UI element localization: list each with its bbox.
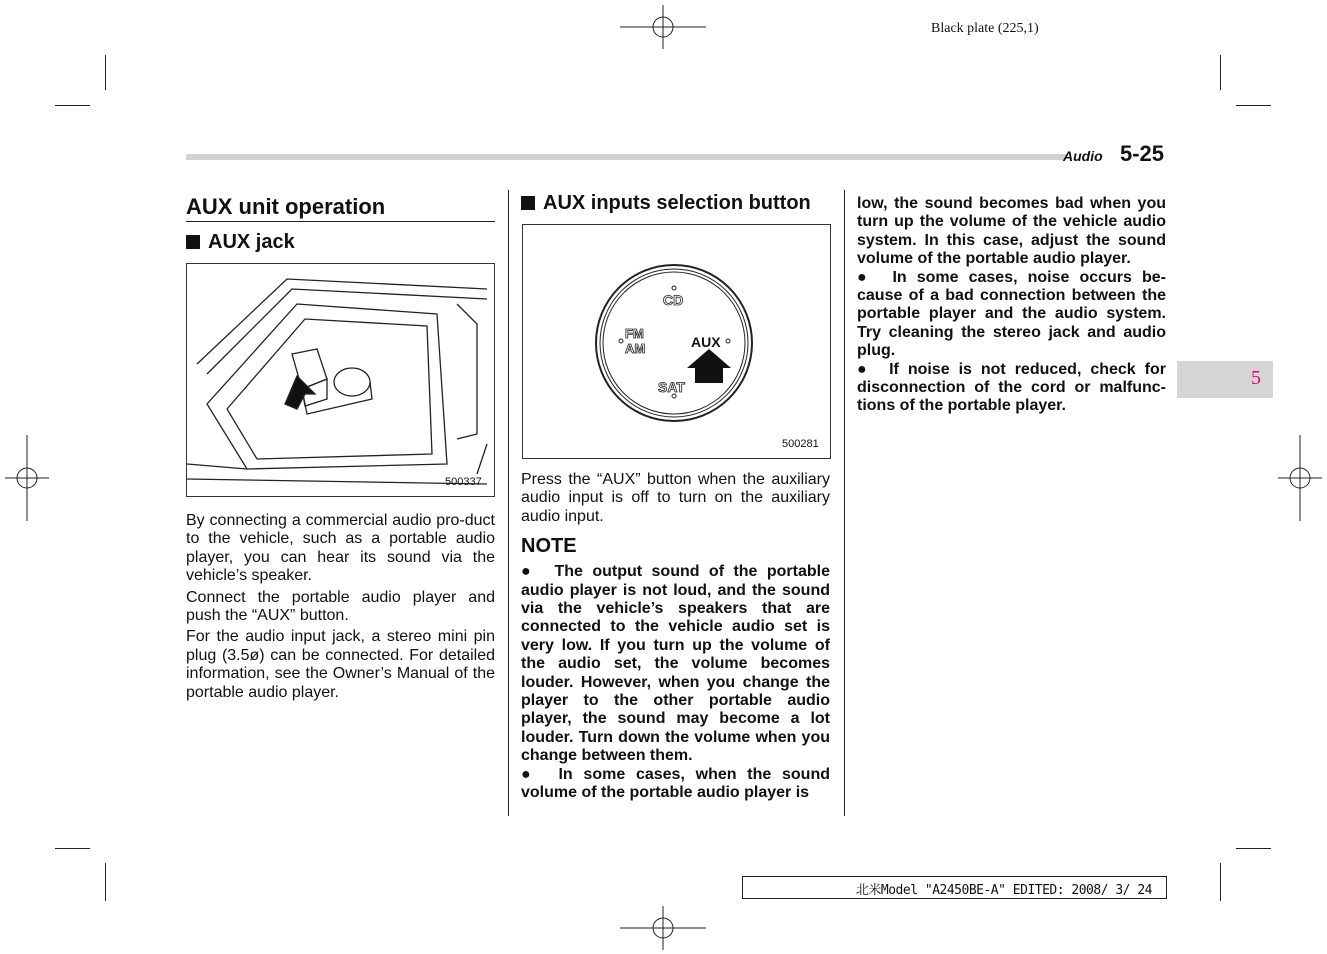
registration-mark-right [1278, 435, 1322, 521]
note-title: NOTE [521, 535, 577, 558]
note-item: ● In some cases, noise occurs be-cause of a bad connection between the portable player and the audio system. Try cleaning the stereo jack and audio plug. [857, 268, 1166, 360]
note-item: ● If noise is not reduced, check for disconnection of the cord or malfunc-tions of the portable player. [857, 360, 1166, 415]
paragraph: Connect the portable audio player and push the “AUX” button. [186, 588, 495, 625]
arrow-icon [687, 349, 731, 383]
dial-label-cd: CD [663, 292, 684, 308]
dial-label-fm: FM [625, 326, 644, 341]
aux-jack-illustration [187, 264, 494, 496]
note-continuation: low, the sound becomes bad when you turn up the volume of the vehicle audio system. In this case, adjust the sound volume of the portable audio player. [857, 195, 1166, 268]
registration-mark-left [5, 435, 49, 521]
aux-dial-illustration [523, 225, 830, 458]
note-item: ● The output sound of the portable audio player is not loud, and the sound via the vehicle’s speakers that are connected to the vehicle audio set is very low. If you turn up the volume of the audio set, the volume becomes louder. However, when you change the player to the other portable audio player, the sound may become a lot louder. Turn down the volume when you change between them. [521, 563, 830, 765]
paragraph: By connecting a commercial audio pro-duct to the vehicle, such as a portable audio player, you can hear its sound via the vehicle’s speaker. [186, 512, 495, 585]
plate-label: Black plate (225,1) [931, 21, 1039, 36]
page-number: 5-25 [1120, 141, 1165, 166]
bullet-icon: ● [857, 360, 890, 378]
chapter-tab[interactable] [1177, 361, 1273, 398]
registration-mark-top [620, 5, 706, 49]
square-bullet-icon [186, 235, 200, 249]
column-divider [508, 190, 509, 816]
edit-info-box [742, 876, 1167, 899]
section-title: AUX unit operation [186, 194, 495, 222]
square-bullet-icon [521, 196, 535, 210]
note-item: ● In some cases, when the sound volume of the portable audio player is [521, 765, 830, 802]
bullet-icon: ● [521, 765, 559, 783]
dial-label-am: AM [625, 341, 646, 356]
header-bar [186, 154, 1066, 160]
bullet-icon: ● [521, 563, 555, 581]
registration-mark-bottom [620, 906, 706, 950]
paragraph: For the audio input jack, a stereo mini pin plug (3.5ø) can be connected. For detailed information, see the Owner’s Manual of the portable audio player. [186, 628, 495, 701]
edit-info: 北米Model "A2450BE-A" EDITED: 2008/ 3/ 24 [855, 883, 1152, 898]
bullet-icon: ● [857, 268, 893, 286]
figure-id: 500337 [445, 476, 482, 488]
chapter-number: 5 [1251, 367, 1261, 389]
aux-button-figure [522, 224, 831, 459]
aux-jack-figure [186, 263, 495, 497]
subsection-title: AUX inputs selection button [521, 192, 830, 215]
right-column [857, 195, 1166, 416]
dial-label-sat: SAT [658, 379, 685, 395]
paragraph: Press the “AUX” button when the auxiliary audio input is off to turn on the auxiliary audio input. [521, 471, 830, 525]
subsection-title: AUX jack [186, 231, 495, 254]
figure-id: 500281 [782, 438, 819, 450]
dial-label-aux: AUX [691, 334, 721, 350]
section-label: Audio [1063, 148, 1103, 164]
column-divider [844, 190, 845, 816]
